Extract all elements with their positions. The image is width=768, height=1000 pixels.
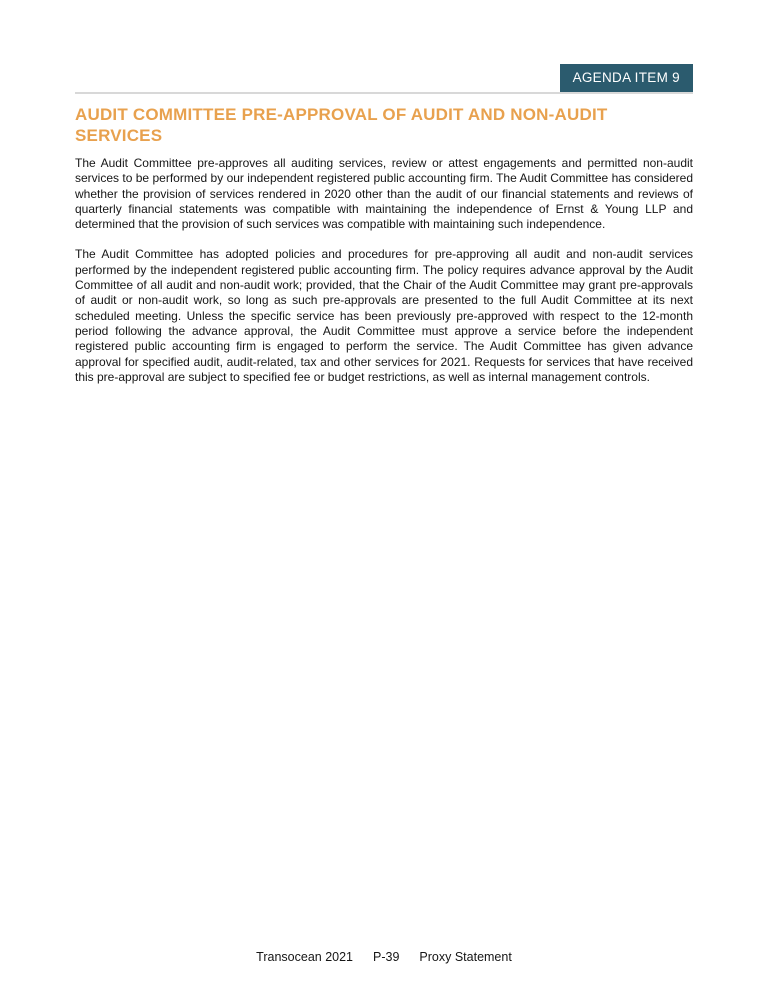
footer-doc-type: Proxy Statement bbox=[419, 950, 512, 964]
footer-page-number: P-39 bbox=[373, 950, 400, 964]
page-footer bbox=[0, 950, 768, 964]
agenda-item-badge: AGENDA ITEM 9 bbox=[560, 64, 693, 92]
footer-brand: Transocean 2021 bbox=[256, 950, 353, 964]
paragraph-preapproval-policy: The Audit Committee pre-approves all auditing services, review or attest engagements and permitted non-audit services to be performed by our independent registered public accounting firm. The Audit Committee has considered whether the provision of services rendered in 2020 other than the audit of our financial statements and reviews of quarterly financial statements was compatible with maintaining the independence of Ernst & Young LLP and determined that the provision of such services was compatible with maintaining such independence. bbox=[75, 156, 693, 232]
page-header bbox=[75, 0, 693, 94]
page-title: AUDIT COMMITTEE PRE-APPROVAL OF AUDIT AND NON-AUDIT SERVICES bbox=[75, 105, 608, 145]
paragraph-procedures: The Audit Committee has adopted policies and procedures for pre-approving all audit and non-audit services performed by the independent registered public accounting firm. The policy requires advance approval by the Audit Committee of all audit and non-audit work; provided, that the Chair of the Audit Committee may grant pre-approvals of audit or non-audit work, so long as such pre-approvals are presented to the full Audit Committee at its next scheduled meeting. Unless the specific service has been previously pre-approved with respect to the 12-month period following the advance approval, the Audit Committee must approve a service before the independent registered public accounting firm is engaged to perform the service. The Audit Committee has given advance approval for specified audit, audit-related, tax and other services for 2021. Requests for services that have received this pre-approval are subject to specified fee or budget restrictions, as well as internal management controls. bbox=[75, 247, 693, 384]
content-column bbox=[75, 0, 693, 385]
